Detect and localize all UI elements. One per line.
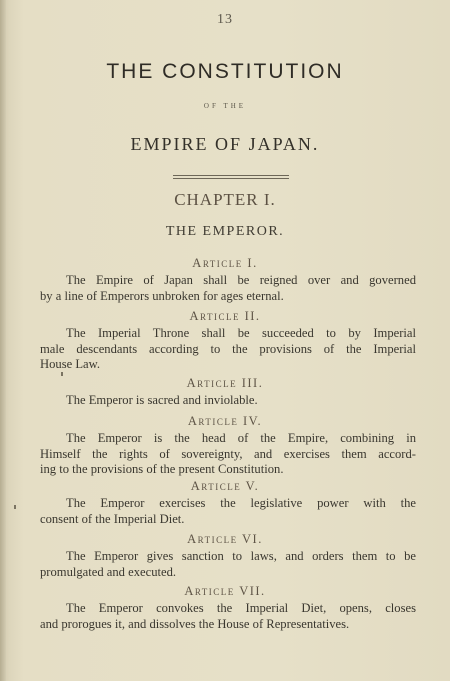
text-line: ing to the provisions of the present Constitution.	[40, 462, 284, 476]
article-heading: Article I.	[192, 256, 258, 270]
chapter-heading: CHAPTER I.	[174, 190, 276, 209]
document-subtitle: EMPIRE OF JAPAN.	[130, 134, 320, 154]
ink-mark	[14, 505, 16, 509]
article-text	[40, 431, 416, 478]
text-line: The Empire of Japan shall be reigned over and governed	[66, 273, 416, 287]
article-heading: Article III.	[186, 376, 264, 390]
article-text	[40, 549, 416, 580]
text-line: The Emperor exercises the legislative power with the	[66, 496, 416, 510]
text-line: The Emperor convokes the Imperial Diet, opens, closes	[66, 601, 416, 615]
text-line: The Emperor is sacred and inviolable.	[66, 393, 258, 407]
text-line: male descendants according to the provisions of the Imperial	[40, 341, 416, 356]
article-heading: Article V.	[190, 479, 260, 493]
ink-mark	[61, 372, 63, 376]
text-line: House Law.	[40, 357, 101, 371]
article-text	[40, 273, 416, 304]
page-number: 13	[217, 12, 233, 27]
article-text	[40, 601, 416, 632]
article-heading: Article VI.	[187, 532, 263, 546]
text-line: consent of the Imperial Diet.	[40, 511, 185, 526]
article-text	[40, 326, 416, 373]
article-heading: Article II.	[189, 309, 261, 323]
article-heading: Article VII.	[184, 584, 266, 598]
text-line: by a line of Emperors unbroken for ages eternal.	[40, 288, 284, 303]
article-text	[40, 496, 416, 527]
text-line: The Emperor gives sanction to laws, and orders them to be	[66, 549, 416, 563]
title-divider	[173, 175, 289, 179]
text-line: and prorogues it, and dissolves the House of Representatives.	[40, 616, 350, 631]
text-line: promulgated and executed.	[40, 564, 177, 579]
article-heading: Article IV.	[187, 414, 263, 428]
title-connector: OF THE	[203, 102, 247, 110]
text-line: The Emperor is the head of the Empire, combining in	[66, 431, 416, 445]
article-text	[40, 393, 416, 409]
chapter-title: THE EMPEROR.	[165, 224, 285, 239]
document-title: THE CONSTITUTION	[106, 60, 344, 83]
text-line: The Imperial Throne shall be succeeded to by Imperial	[66, 326, 416, 340]
text-line: Himself the rights of sovereignty, and exercises them accord-	[40, 446, 416, 461]
